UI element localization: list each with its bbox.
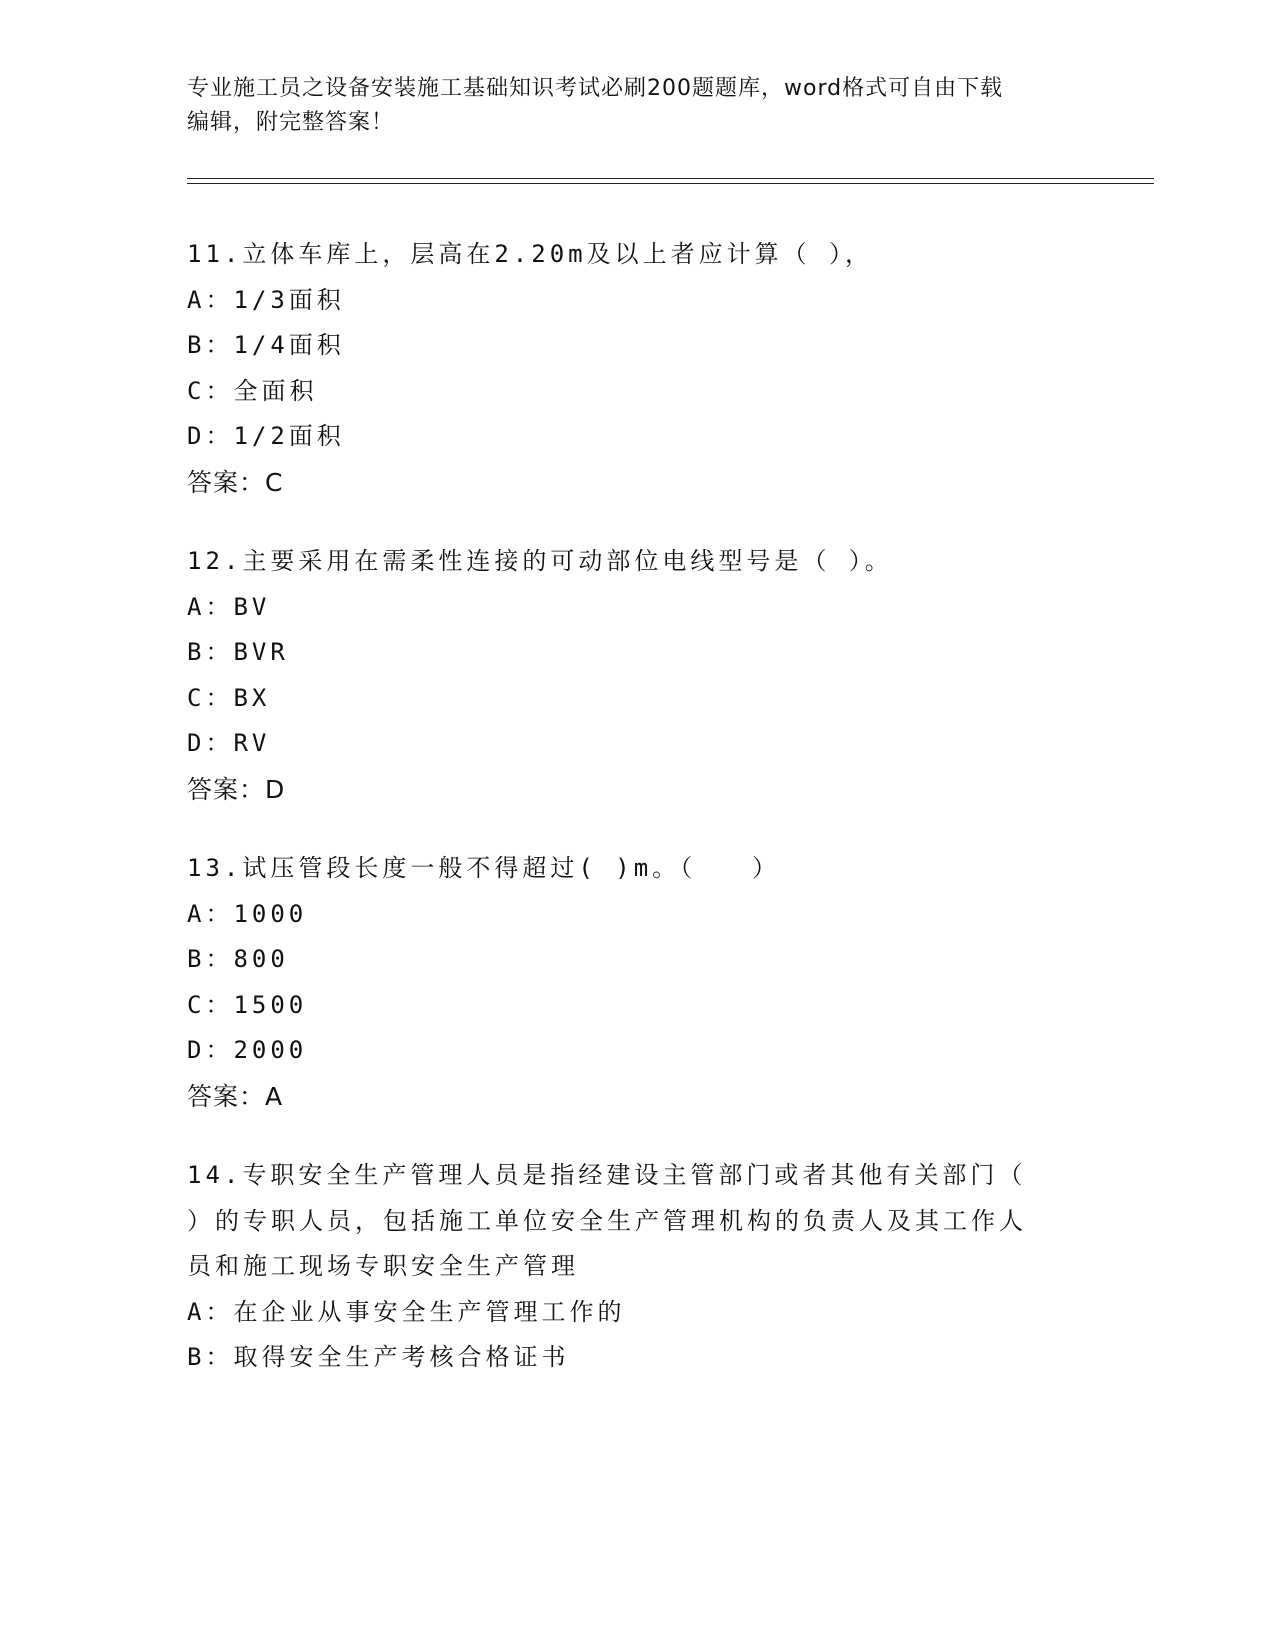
option-d: D：RV: [187, 729, 271, 757]
option-a: A：在企业从事安全生产管理工作的: [187, 1297, 626, 1326]
question-stem-line-1: 14.专职安全生产管理人员是指经建设主管部门或者其他有关部门（: [187, 1161, 1027, 1189]
question-14: [187, 1153, 1087, 1381]
question-list: [187, 232, 1087, 1415]
document-header: [187, 72, 1087, 140]
option-b: B：取得安全生产考核合格证书: [187, 1343, 570, 1371]
option-a: A：BV: [187, 592, 271, 621]
answer-text: 答案：D: [187, 774, 286, 804]
answer-text: 答案：C: [187, 467, 284, 497]
option-c: C：全面积: [187, 376, 318, 405]
question-stem: 11.立体车库上，层高在2.20m及以上者应计算（ ），: [187, 240, 874, 268]
question-stem: 13.试压管段长度一般不得超过( )m。（ ）: [187, 854, 781, 882]
header-divider-top: [187, 178, 1154, 179]
question-12: [187, 539, 1087, 812]
option-d: D：1/2面积: [187, 422, 345, 450]
question-stem-line-3: 员和施工现场专职安全生产管理: [187, 1252, 579, 1280]
option-c: C：1500: [187, 990, 308, 1019]
option-c: C：BX: [187, 683, 271, 712]
question-13: [187, 846, 1087, 1119]
question-stem-line-2: ）的专职人员，包括施工单位安全生产管理机构的负责人及其工作人: [187, 1206, 1027, 1235]
option-b: B：BVR: [187, 638, 289, 666]
header-title-line-1: 专业施工员之设备安装施工基础知识考试必刷200题题库，word格式可自由下载: [187, 76, 1004, 101]
option-a: A：1/3面积: [187, 285, 345, 314]
option-d: D：2000: [187, 1036, 308, 1064]
question-stem: 12.主要采用在需柔性连接的可动部位电线型号是（ ）。: [187, 547, 893, 575]
header-divider-bottom: [187, 183, 1154, 184]
question-11: [187, 232, 1087, 505]
option-a: A：1000: [187, 899, 308, 928]
answer-text: 答案：A: [187, 1081, 284, 1111]
option-b: B：800: [187, 945, 289, 973]
header-title-line-2: 编辑，附完整答案！: [187, 110, 395, 135]
option-b: B：1/4面积: [187, 331, 345, 359]
